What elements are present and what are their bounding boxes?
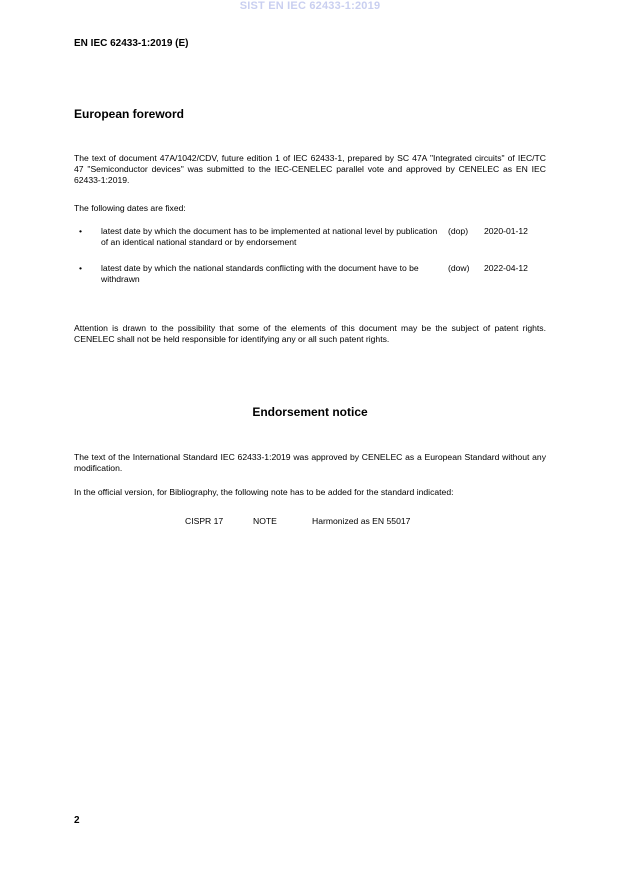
- date-value: 2020-01-12: [484, 226, 528, 236]
- endorsement-paragraph-1: The text of the International Standard IEC 62433-1:2019 was approved by CENELEC as a European Standard without any modification.: [74, 452, 546, 473]
- date-code: (dow): [448, 263, 470, 273]
- note-reference: CISPR 17: [185, 516, 224, 526]
- watermark: SIST EN IEC 62433-1:2019: [239, 0, 381, 12]
- date-description: latest date by which the document has to be implemented at national level by publication of an identical national standard or by endorsement: [101, 226, 438, 247]
- date-description: latest date by which the national standards conflicting with the document have to be withdrawn: [101, 263, 419, 284]
- patent-notice: Attention is drawn to the possibility that some of the elements of this document may be the subject of patent rights. CENELEC shall not be held responsible for identifying any or all such patent rights.: [74, 323, 546, 344]
- note-text: Harmonized as EN 55017: [312, 516, 411, 526]
- date-value: 2022-04-12: [484, 263, 528, 273]
- bullet-icon: •: [79, 226, 83, 236]
- endorsement-heading: Endorsement notice: [252, 405, 368, 419]
- date-code: (dop): [448, 226, 469, 236]
- page-number: 2: [74, 815, 80, 826]
- document-id: EN IEC 62433-1:2019 (E): [74, 38, 189, 49]
- foreword-heading: European foreword: [74, 107, 185, 121]
- bullet-icon: •: [79, 263, 83, 273]
- foreword-paragraph-1: The text of document 47A/1042/CDV, future edition 1 of IEC 62433-1, prepared by SC 47A "Integrated circuits" of IEC/TC 47 "Semiconductor devices" was submitted to the IEC-CENELEC parallel vote and approved by CENELEC as EN IEC 62433-1:2019.: [74, 153, 546, 185]
- note-label: NOTE: [253, 516, 277, 526]
- foreword-paragraph-2: The following dates are fixed:: [74, 203, 186, 213]
- endorsement-paragraph-2: In the official version, for Bibliography, the following note has to be added for the standard indicated:: [74, 487, 454, 497]
